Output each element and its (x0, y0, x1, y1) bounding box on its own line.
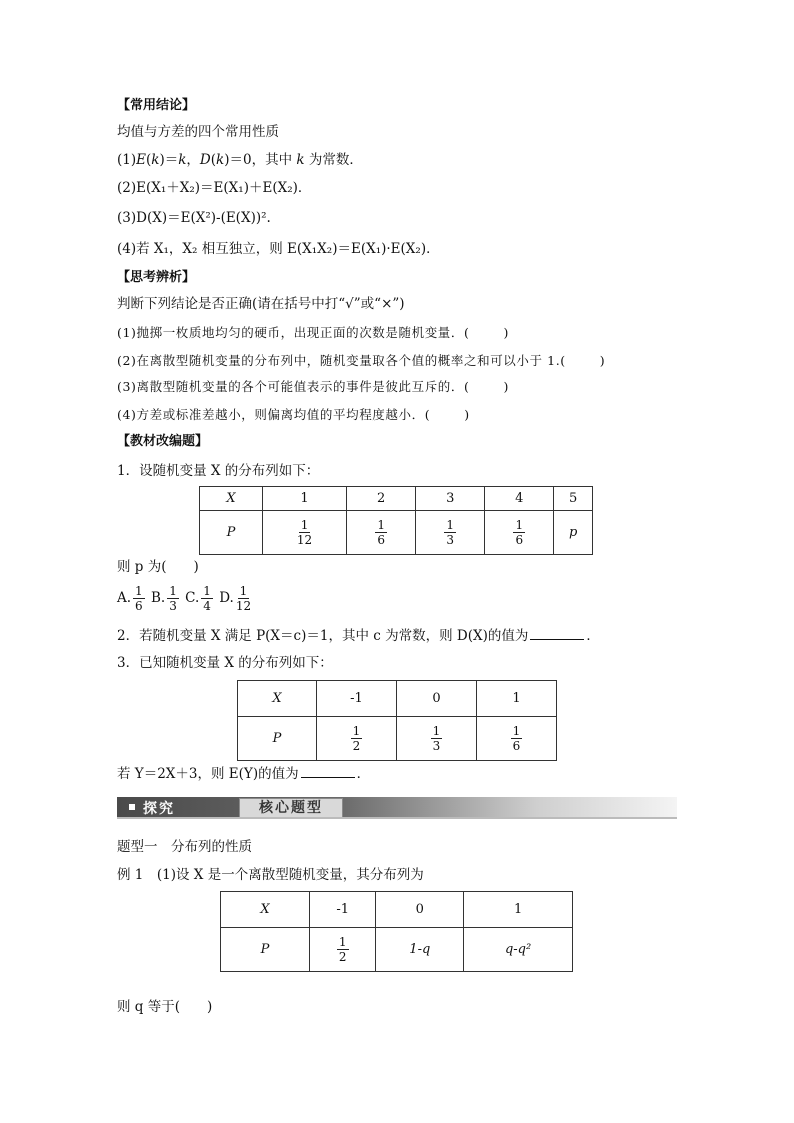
question-type-title: 题型一 分布列的性质 (117, 839, 252, 855)
property-2: (2)E(X₁＋X₂)＝E(X₁)＋E(X₂)． (117, 180, 312, 196)
example-1: 例 1 (1)设 X 是一个离散型随机变量，其分布列为 (117, 867, 424, 883)
heading-common-conclusions: 【常用结论】 (117, 98, 196, 113)
banner-bar (117, 797, 677, 817)
option-c[interactable]: C. $\frac{1}{4}$ (185, 584, 211, 613)
heading-textbook: 【教材改编题】 (117, 434, 209, 449)
distribution-table-1: X 1 2 3 4 5 P $\frac{1}{12}$ $\frac{1}{6}$ $\frac{1}{3}$ $\frac{1}{6}$ p (199, 486, 593, 555)
banner-underline (117, 817, 677, 819)
question-1-options (117, 582, 253, 614)
question-3: 3．已知随机变量 X 的分布列如下： (117, 655, 333, 671)
option-d[interactable]: D. $\frac{1}{12}$ (219, 584, 252, 613)
example-1-ask: 则 q 等于( ) (117, 999, 213, 1015)
answer-blank-3[interactable] (301, 764, 355, 778)
heading-reasoning: 【思考辨析】 (117, 270, 196, 285)
property-4: (4)若 X₁，X₂ 相互独立，则 E(X₁X₂)＝E(X₁)·E(X₂)． (117, 241, 440, 257)
distribution-table-2: X -1 0 1 P $\frac{1}{2}$ $\frac{1}{3}$ $\frac{1}{6}$ (237, 680, 557, 761)
property-1: (1)E(k)＝k，D(k)＝0，其中 k 为常数． (117, 152, 363, 168)
judge-item-3[interactable]: (3)离散型随机变量的各个可能值表示的事件是彼此互斥的．( ) (117, 379, 509, 394)
distribution-table-3: X -1 0 1 P $\frac{1}{2}$ 1-q q-q² (220, 891, 573, 972)
judge-intro: 判断下列结论是否正确(请在括号中打“√”或“×”) (117, 296, 405, 312)
property-3: (3)D(X)＝E(X²)-(E(X))². (117, 210, 271, 226)
judge-item-4[interactable]: (4)方差或标准差越小，则偏离均值的平均程度越小．( ) (117, 407, 470, 422)
judge-item-1[interactable]: (1)抛掷一枚质地均匀的硬币，出现正面的次数是随机变量．( ) (117, 325, 509, 340)
properties-title: 均值与方差的四个常用性质 (117, 124, 279, 140)
banner-right-label: 核心题型 (239, 798, 343, 818)
banner-left-label: 探究 (143, 801, 175, 817)
question-2: 2．若随机变量 X 满足 P(X＝c)＝1，其中 c 为常数，则 D(X)的值为 ． (117, 628, 600, 644)
banner-square-icon (129, 804, 135, 810)
answer-blank-2[interactable] (530, 626, 584, 640)
question-1-ask: 则 p 为( ) (117, 559, 199, 575)
question-1: 1．设随机变量 X 的分布列如下： (117, 463, 320, 479)
judge-item-2[interactable]: (2)在离散型随机变量的分布列中，随机变量取各个值的概率之和可以小于 1.( ) (117, 353, 606, 368)
question-3-ask: 若 Y＝2X＋3，则 E(Y)的值为 ． (117, 766, 371, 782)
section-banner (117, 797, 677, 819)
option-b[interactable]: B. $\frac{1}{3}$ (150, 584, 177, 613)
option-a[interactable]: A. $\frac{1}{6}$ (117, 584, 143, 613)
